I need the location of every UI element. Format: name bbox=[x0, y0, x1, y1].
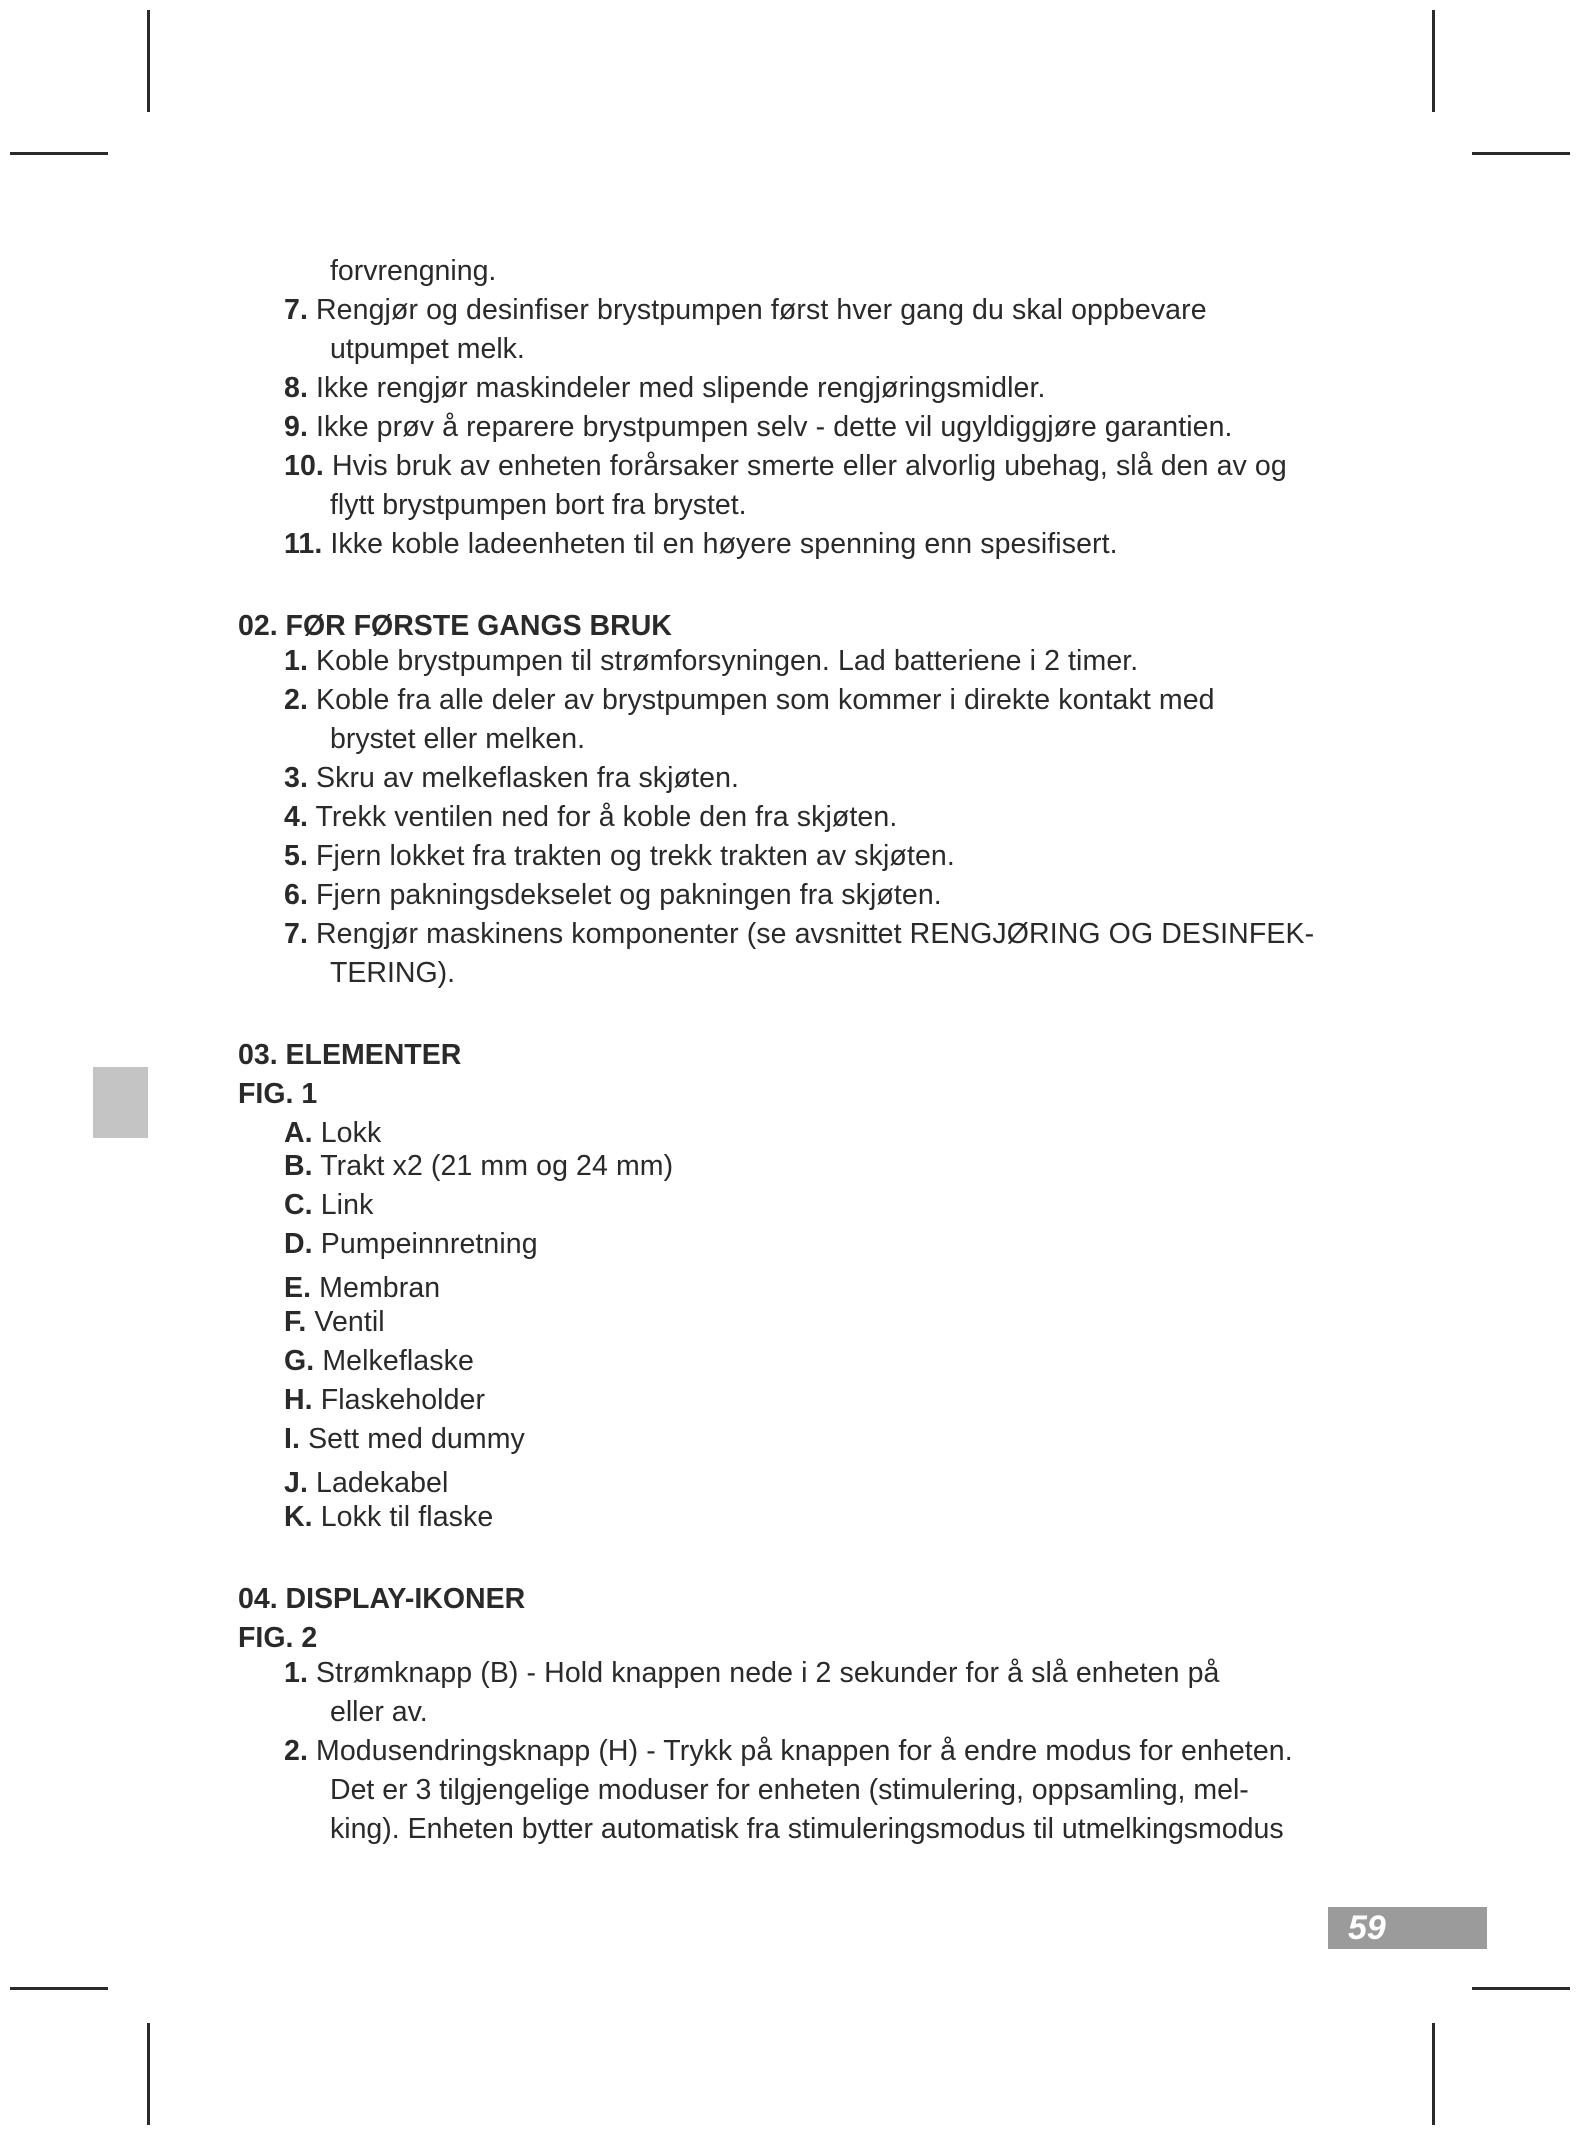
item-text: Koble brystpumpen til strømforsyningen. Lad batteriene i 2 timer. bbox=[316, 645, 1139, 677]
item-text: Ikke rengjør maskindeler med slipende rengjøringsmidler. bbox=[316, 372, 1046, 404]
item-number: 5. bbox=[284, 840, 308, 872]
list-item bbox=[284, 369, 1045, 408]
item-letter: B. bbox=[284, 1150, 313, 1182]
item-text: Lokk til flaske bbox=[320, 1501, 494, 1533]
crop-mark-bottom-left-vertical bbox=[147, 2023, 150, 2125]
list-item bbox=[284, 681, 1215, 720]
item-text: Fjern pakningsdekselet og pakningen fra skjøten. bbox=[316, 879, 942, 911]
list-item bbox=[284, 447, 1287, 486]
item-text: Ikke koble ladeenheten til en høyere spenning enn spesifisert. bbox=[330, 528, 1118, 560]
item-number: 9. bbox=[284, 411, 308, 443]
list-item bbox=[284, 837, 955, 876]
item-text: Pumpeinnretning bbox=[320, 1228, 538, 1260]
list-item bbox=[284, 642, 1138, 681]
item-text: Sett med dummy bbox=[308, 1423, 525, 1455]
item-number: 2. bbox=[284, 1735, 308, 1767]
item-text-continued: flytt brystpumpen bort fra brystet. bbox=[330, 489, 747, 521]
item-text-continued: Det er 3 tilgjengelige moduser for enheten (stimulering, oppsamling, mel- bbox=[330, 1774, 1249, 1806]
item-text: Rengjør og desinfiser brystpumpen først hver gang du skal oppbevare bbox=[316, 294, 1207, 326]
list-item bbox=[284, 876, 942, 915]
section-thumb-tab bbox=[93, 1067, 148, 1138]
item-letter: G. bbox=[284, 1345, 315, 1377]
item-letter: D. bbox=[284, 1228, 313, 1260]
component-item bbox=[284, 1147, 673, 1186]
item-letter: E. bbox=[284, 1272, 312, 1304]
component-item bbox=[284, 1420, 525, 1459]
item-letter: A. bbox=[284, 1117, 313, 1149]
item-text: Hvis bruk av enheten forårsaker smerte eller alvorlig ubehag, slå den av og bbox=[331, 450, 1287, 482]
item-number: 11. bbox=[284, 528, 323, 560]
crop-mark-bottom-right-horizontal bbox=[1472, 1987, 1570, 1990]
crop-mark-top-left-horizontal bbox=[10, 152, 108, 155]
crop-mark-bottom-left-horizontal bbox=[10, 1987, 108, 1990]
figure-label: FIG. 1 bbox=[238, 1078, 318, 1110]
item-text: Flaskeholder bbox=[320, 1384, 486, 1416]
list-item bbox=[284, 915, 1314, 954]
component-item bbox=[284, 1342, 474, 1381]
list-item bbox=[284, 759, 739, 798]
item-text: Trekk ventilen ned for å koble den fra skjøten. bbox=[315, 801, 898, 833]
item-number: 1. bbox=[284, 1657, 308, 1689]
item-number: 10. bbox=[284, 450, 324, 482]
item-letter: F. bbox=[284, 1306, 307, 1338]
item-number: 7. bbox=[284, 918, 308, 950]
item-number: 6. bbox=[284, 879, 308, 911]
item-text-continued: TERING). bbox=[330, 957, 456, 989]
section-heading-02: 02. FØR FØRSTE GANGS BRUK bbox=[238, 610, 672, 642]
list-item bbox=[284, 408, 1233, 447]
list-item bbox=[284, 291, 1207, 330]
crop-mark-bottom-right-vertical bbox=[1432, 2023, 1435, 2125]
item-text: Ladekabel bbox=[316, 1467, 449, 1499]
item-number: 8. bbox=[284, 372, 308, 404]
figure-label: FIG. 2 bbox=[238, 1622, 318, 1654]
item-letter: H. bbox=[284, 1384, 313, 1416]
continued-line: forvrengning. bbox=[330, 255, 497, 287]
item-text-continued: eller av. bbox=[330, 1696, 428, 1728]
item-text: Modusendringsknapp (H) - Trykk på knappen for å endre modus for enheten. bbox=[316, 1735, 1293, 1767]
item-text: Rengjør maskinens komponenter (se avsnittet RENGJØRING OG DESINFEK- bbox=[316, 918, 1315, 950]
list-item bbox=[284, 1654, 1220, 1693]
item-number: 3. bbox=[284, 762, 308, 794]
component-item bbox=[284, 1225, 538, 1264]
item-text: Trakt x2 (21 mm og 24 mm) bbox=[320, 1150, 674, 1182]
item-text: Ventil bbox=[314, 1306, 385, 1338]
section-heading-04: 04. DISPLAY-IKONER bbox=[238, 1583, 526, 1615]
crop-mark-top-right-vertical bbox=[1432, 10, 1435, 112]
item-number: 7. bbox=[284, 294, 308, 326]
page-number: 59 bbox=[1328, 1907, 1487, 1949]
item-text: Link bbox=[320, 1189, 374, 1221]
item-text: Ikke prøv å reparere brystpumpen selv - dette vil ugyldiggjøre garantien. bbox=[316, 411, 1233, 443]
crop-mark-top-left-vertical bbox=[147, 10, 150, 112]
component-item bbox=[284, 1303, 385, 1342]
item-letter: K. bbox=[284, 1501, 313, 1533]
list-item bbox=[284, 1732, 1293, 1771]
item-text: Membran bbox=[319, 1272, 441, 1304]
item-text-continued: brystet eller melken. bbox=[330, 723, 586, 755]
item-text: Lokk bbox=[320, 1117, 382, 1149]
section-heading-03: 03. ELEMENTER bbox=[238, 1039, 462, 1071]
item-text-continued: king). Enheten bytter automatisk fra stimuleringsmodus til utmelkingsmodus bbox=[330, 1813, 1284, 1845]
item-text: Melkeflaske bbox=[322, 1345, 474, 1377]
item-number: 1. bbox=[284, 645, 308, 677]
item-letter: C. bbox=[284, 1189, 313, 1221]
crop-mark-top-right-horizontal bbox=[1472, 152, 1570, 155]
item-text: Strømknapp (B) - Hold knappen nede i 2 sekunder for å slå enheten på bbox=[316, 1657, 1220, 1689]
item-text-continued: utpumpet melk. bbox=[330, 333, 525, 365]
item-text: Fjern lokket fra trakten og trekk trakten av skjøten. bbox=[316, 840, 955, 872]
component-item bbox=[284, 1381, 485, 1420]
component-item bbox=[284, 1186, 373, 1225]
item-letter: J. bbox=[284, 1467, 308, 1499]
list-item bbox=[284, 798, 897, 837]
item-letter: I. bbox=[284, 1423, 301, 1455]
item-number: 2. bbox=[284, 684, 308, 716]
list-item bbox=[284, 525, 1118, 564]
component-item bbox=[284, 1498, 493, 1537]
item-text: Koble fra alle deler av brystpumpen som kommer i direkte kontakt med bbox=[316, 684, 1215, 716]
item-number: 4. bbox=[284, 801, 308, 833]
item-text: Skru av melkeflasken fra skjøten. bbox=[316, 762, 740, 794]
